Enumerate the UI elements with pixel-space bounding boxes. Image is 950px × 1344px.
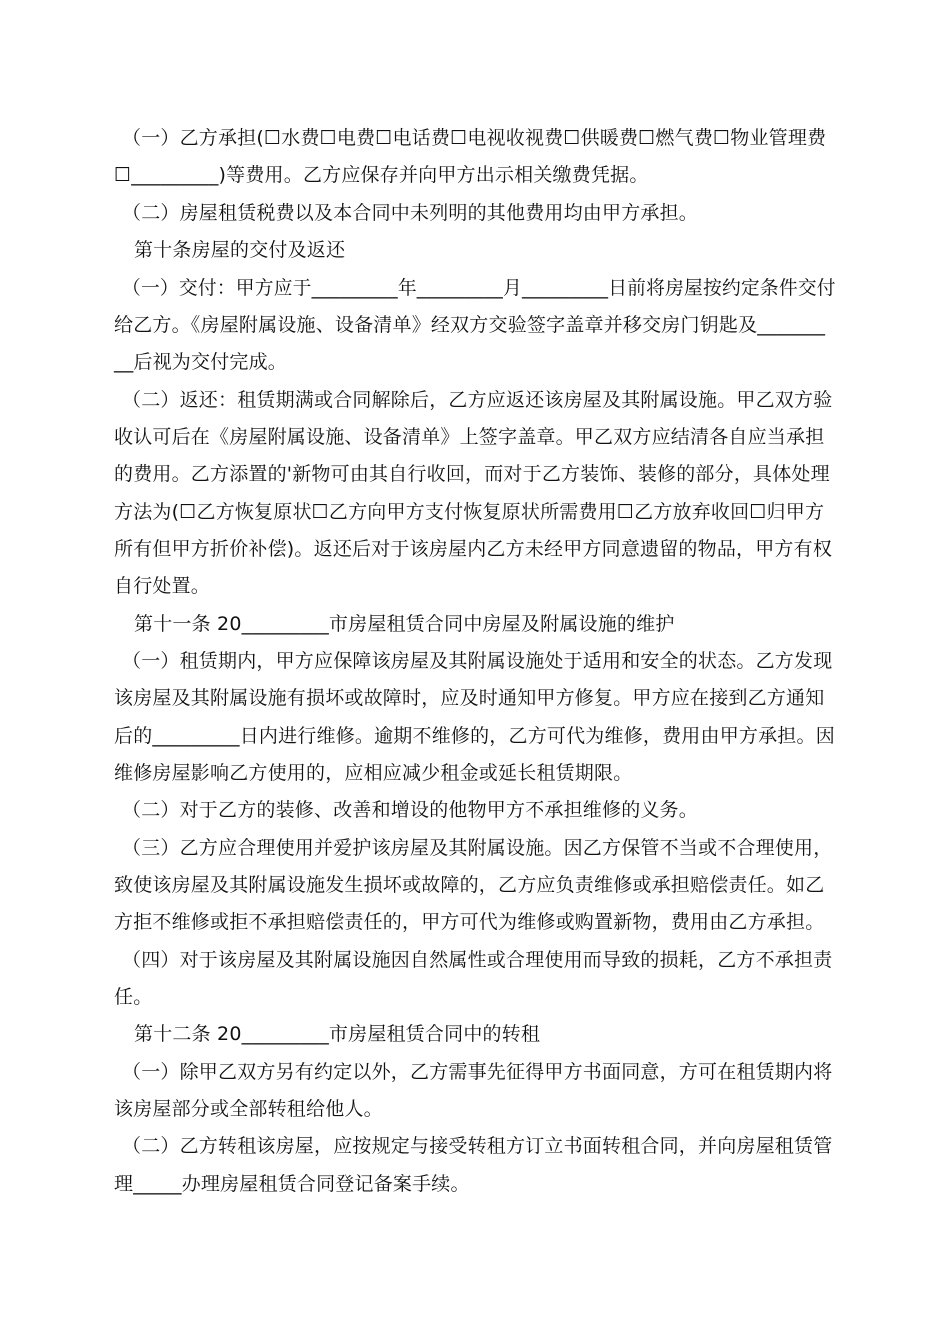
text-line: （二）乙方转租该房屋，应按规定与接受转租方订立书面转租合同，并向房屋租赁管 [122, 1135, 833, 1157]
text-line: 该房屋部分或全部转租给他人。 [114, 1098, 383, 1120]
section-heading: 第十二条 20_________市房屋租赁合同中的转租 [134, 1023, 541, 1045]
text-line: 自行处置。 [114, 575, 211, 597]
text-line: __后视为交付完成。 [114, 351, 288, 373]
text-line: （四）对于该房屋及其附属设施因自然属性或合理使用而导致的损耗，乙方不承担责 [122, 949, 833, 971]
text-line: （一）租赁期内，甲方应保障该房屋及其附属设施处于适用和安全的状态。乙方发现 [122, 650, 833, 672]
text-line: 维修房屋影响乙方使用的，应相应减少租金或延长租赁期限。 [114, 762, 633, 784]
text-line: 收认可后在《房屋附属设施、设备清单》上签字盖章。甲乙双方应结清各自应当承担 [114, 426, 825, 448]
text-line: （一）乙方承担(☐水费☐电费☐电话费☐电视收视费☐供暖费☐燃气费☐物业管理费 [122, 127, 827, 149]
text-line: 方法为(☐乙方恢复原状☐乙方向甲方支付恢复原状所需费用☐乙方放弃收回☐归甲方 [114, 501, 825, 523]
text-line: 该房屋及其附属设施有损坏或故障时，应及时通知甲方修复。甲方应在接到乙方通知 [114, 687, 825, 709]
text-line: （二）返还：租赁期满或合同解除后，乙方应返还该房屋及其附属设施。甲乙双方验 [122, 389, 833, 411]
text-line: 给乙方。《房屋附属设施、设备清单》经双方交验签字盖章并移交房门钥匙及_______ [114, 314, 826, 336]
section-heading: 第十条房屋的交付及返还 [134, 239, 346, 261]
text-line: 方拒不维修或拒不承担赔偿责任的，甲方可代为维修或购置新物，费用由乙方承担。 [114, 911, 825, 933]
text-line: 所有但甲方折价补偿)。返还后对于该房屋内乙方未经甲方同意遗留的物品，甲方有权 [114, 538, 833, 560]
text-line: 任。 [114, 986, 153, 1008]
text-line: 后的_________日内进行维修。逾期不维修的，乙方可代为维修，费用由甲方承担。因 [114, 725, 835, 747]
section-heading: 第十一条 20_________市房屋租赁合同中房屋及附属设施的维护 [134, 613, 675, 635]
text-line: （一）除甲乙双方另有约定以外，乙方需事先征得甲方书面同意，方可在租赁期内将 [122, 1061, 833, 1083]
text-line: （二）房屋租赁税费以及本合同中未列明的其他费用均由甲方承担。 [122, 202, 699, 224]
text-line: （一）交付：甲方应于_________年_________月_________日前将房屋按约定条件交付 [122, 277, 836, 299]
text-line: （三）乙方应合理使用并爱护该房屋及其附属设施。因乙方保管不当或不合理使用， [122, 837, 833, 859]
text-line: 的费用。乙方添置的'新物可由其自行收回，而对于乙方装饰、装修的部分，具体处理 [114, 463, 830, 485]
text-line: 理_____办理房屋租赁合同登记备案手续。 [114, 1173, 470, 1195]
text-line: 致使该房屋及其附属设施发生损坏或故障的，乙方应负责维修或承担赔偿责任。如乙 [114, 874, 825, 896]
text-line: ☐_________)等费用。乙方应保存并向甲方出示相关缴费凭据。 [114, 164, 649, 186]
text-line: （二）对于乙方的装修、改善和增设的他物甲方不承担维修的义务。 [122, 799, 699, 821]
